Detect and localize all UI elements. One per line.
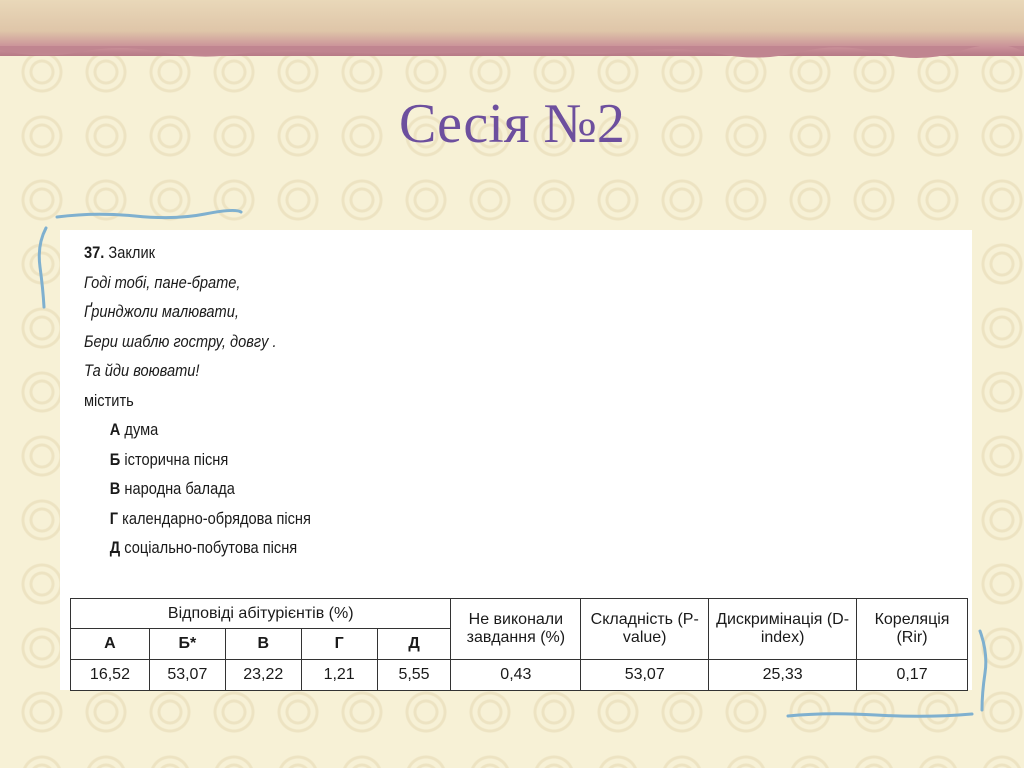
answer-column-header: Б* — [149, 629, 225, 660]
option-letter: В — [109, 479, 121, 498]
top-band-wave — [0, 46, 1024, 62]
answer-column-header: Д — [377, 629, 451, 660]
option-letter: Д — [109, 538, 121, 557]
option-text: календарно-обрядова пісня — [122, 508, 311, 528]
question-number: 37. — [84, 243, 105, 262]
metric-value-cell: 53,07 — [581, 660, 709, 691]
answer-option-a — [84, 415, 686, 445]
option-text: дума — [124, 420, 159, 439]
answer-option-b — [84, 445, 686, 475]
top-left-wavy-line — [55, 208, 245, 222]
poem-line: Ґринджоли малювати, — [84, 302, 239, 321]
left-bracket-line — [34, 225, 50, 310]
option-text: історична пісня — [124, 449, 229, 469]
answer-option-d — [84, 533, 686, 563]
answer-option-v — [84, 474, 686, 504]
metric-header-correlation: Кореляція (Rir) — [857, 599, 968, 660]
answer-column-header: А — [71, 629, 150, 660]
answer-value-cell: 16,52 — [71, 660, 150, 691]
answer-column-header: В — [225, 629, 301, 660]
bottom-right-wavy-line — [786, 708, 976, 722]
option-letter: А — [109, 420, 121, 439]
answer-option-h — [84, 504, 686, 534]
option-letter: Г — [109, 508, 119, 528]
metric-value-cell: 25,33 — [709, 660, 857, 691]
poem-line: Та йди воювати! — [84, 361, 200, 380]
metric-header-difficulty: Складність (P-value) — [581, 599, 709, 660]
option-letter: Б — [109, 449, 121, 469]
question-heading — [84, 238, 686, 268]
right-bracket-line — [976, 628, 992, 713]
answer-value-cell: 1,21 — [301, 660, 377, 691]
question-prompt: містить — [84, 390, 134, 410]
question-title: Заклик — [108, 243, 156, 262]
question-text — [84, 238, 686, 563]
option-text: соціально-побутова пісня — [124, 538, 298, 557]
answer-value-cell: 23,22 — [225, 660, 301, 691]
metric-header-discrimination: Дискримінація (D-index) — [709, 599, 857, 660]
results-table — [70, 598, 968, 691]
option-text: народна балада — [124, 479, 235, 498]
answers-group-header: Відповіді абітурієнтів (%) — [71, 599, 451, 629]
answer-value-cell: 53,07 — [149, 660, 225, 691]
metric-value-cell: 0,17 — [857, 660, 968, 691]
answer-column-header: Г — [301, 629, 377, 660]
poem-line: Бери шаблю гостру, довгу . — [84, 331, 277, 351]
metric-value-cell: 0,43 — [451, 660, 581, 691]
metric-header-not-completed: Не виконали завдання (%) — [451, 599, 581, 660]
poem-line: Годі тобі, пане-брате, — [84, 272, 241, 292]
slide-title: Сесія №2 — [399, 93, 625, 155]
answer-value-cell: 5,55 — [377, 660, 451, 691]
